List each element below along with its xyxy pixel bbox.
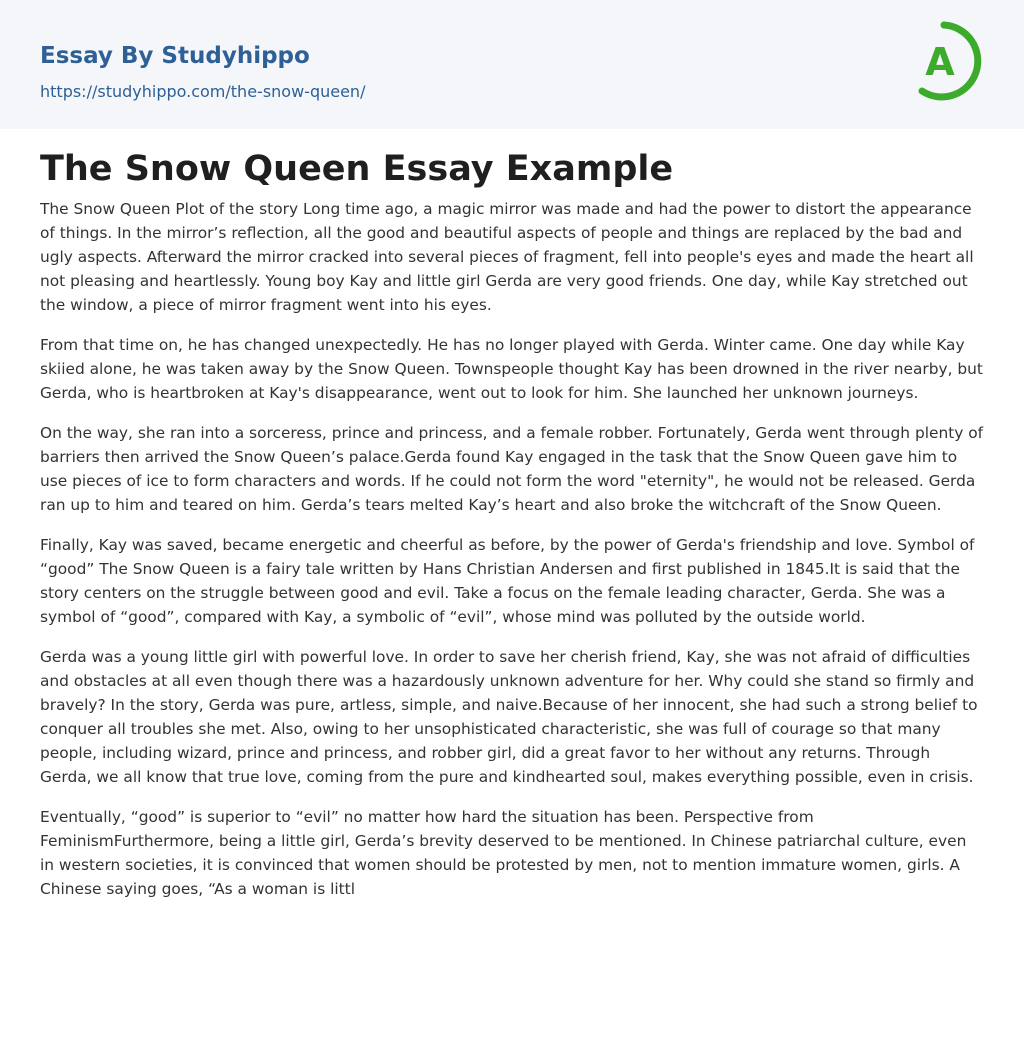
site-title[interactable]: Essay By Studyhippo (40, 43, 310, 69)
site-header (0, 0, 1024, 129)
essay-paragraph: Gerda was a young little girl with powerful love. In order to save her cherish friend, Kay, she was not afraid of difficulties and obstacles at all even though there was a hazardously unknown adventure for her. Why could she stand so firmly and bravely? In the story, Gerda was pure, artless, simple, and naive.Because of her innocent, she had such a strong belief to conquer all troubles she met. Also, owing to her unsophisticated characteristic, she was full of courage so that many people, including wizard, prince and princess, and robber girl, did a great favor to her without any returns. Through Gerda, we all know that true love, coming from the pure and kindhearted soul, makes everything possible, even in crisis. (40, 648, 978, 786)
essay-paragraph: The Snow Queen Plot of the story Long time ago, a magic mirror was made and had the power to distort the appearance of things. In the mirror’s reflection, all the good and beautiful aspects of people and things are replaced by the bad and ugly aspects. Afterward the mirror cracked into several pieces of fragment, fell into people's eyes and made the heart all not pleasing and heartlessly. Young boy Kay and little girl Gerda are very good friends. One day, while Kay stretched out the window, a piece of mirror fragment went into his eyes. (40, 200, 974, 314)
page-title: The Snow Queen Essay Example (40, 149, 674, 189)
essay-paragraph: On the way, she ran into a sorceress, prince and princess, and a female robber. Fortunately, Gerda went through plenty of barriers then arrived the Snow Queen’s palace.Gerda found Kay engaged in the task that the Snow Queen gave him to use pieces of ice to form characters and words. If he could not form the word "eternity", he would not be released. Gerda ran up to him and teared on him. Gerda’s tears melted Kay’s heart and also broke the witchcraft of the Snow Queen. (40, 424, 984, 514)
logo-letter: A (925, 40, 955, 84)
essay-paragraph: From that time on, he has changed unexpectedly. He has no longer played with Gerda. Winter came. One day while Kay skiied alone, he was taken away by the Snow Queen. Townspeople thought Kay has been drowned in the river nearby, but Gerda, who is heartbroken at Kay's disappearance, went out to look for him. She launched her unknown journeys. (40, 336, 983, 402)
essay-content (0, 129, 1024, 901)
studyhippo-a-logo-icon[interactable] (916, 19, 984, 105)
essay-paragraph: Eventually, “good” is superior to “evil” no matter how hard the situation has been. Perspective from FeminismFurthermore, being a little girl, Gerda’s brevity deserved to be mentioned. In Chinese patriarchal culture, even in western societies, it is convinced that women should be protested by men, not to mention immature women, girls. A Chinese saying goes, “As a woman is littl (40, 808, 967, 898)
essay-url-link[interactable]: https://studyhippo.com/the-snow-queen/ (40, 82, 366, 101)
essay-paragraph: Finally, Kay was saved, became energetic and cheerful as before, by the power of Gerda's friendship and love. Symbol of “good” The Snow Queen is a fairy tale written by Hans Christian Andersen and first published in 1845.It is said that the story centers on the struggle between good and evil. Take a focus on the female leading character, Gerda. She was a symbol of “good”, compared with Kay, a symbolic of “evil”, whose mind was polluted by the outside world. (40, 536, 975, 626)
